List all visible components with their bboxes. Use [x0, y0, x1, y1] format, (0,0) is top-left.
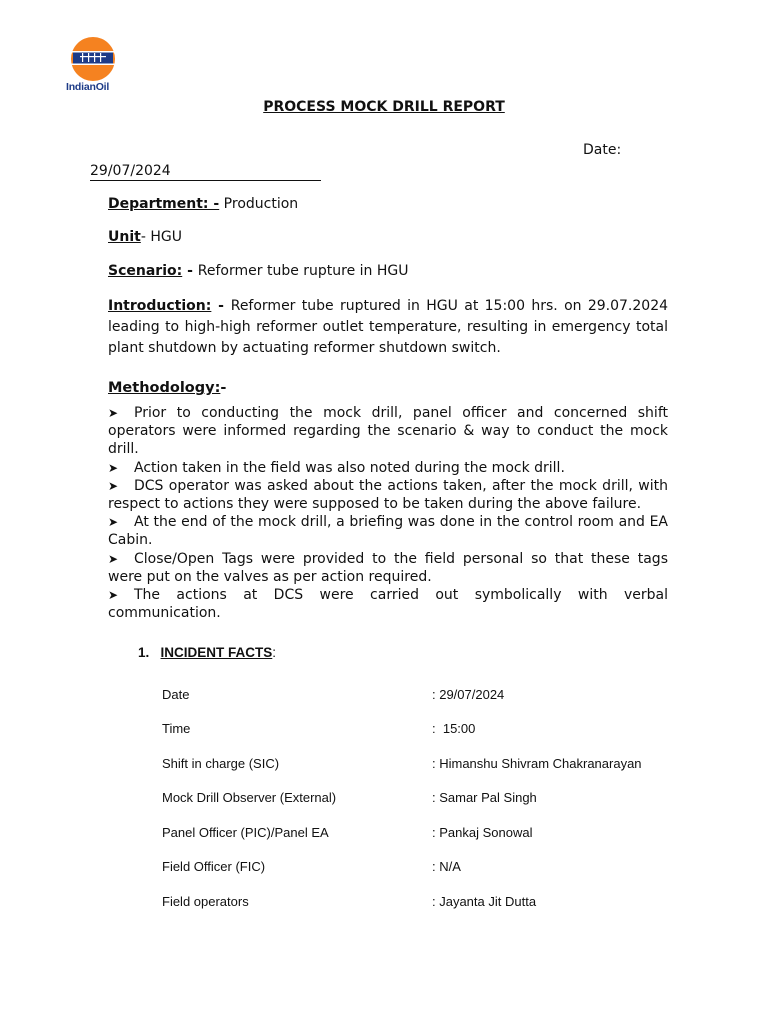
fact-value: : N/A — [432, 859, 461, 874]
fact-value: : Pankaj Sonowal — [432, 825, 533, 840]
section-colon: : — [272, 645, 277, 660]
fact-value: : 15:00 — [432, 721, 476, 736]
section-title: INCIDENT FACTS — [160, 645, 273, 660]
report-title: PROCESS MOCK DRILL REPORT — [263, 99, 505, 115]
fact-key: Time — [162, 721, 191, 736]
unit-value: - HGU — [140, 229, 182, 245]
list-item-text: The actions at DCS were carried out symbolically with verbal communication. — [108, 587, 668, 622]
introduction-dash: - — [211, 298, 231, 314]
list-item — [108, 404, 668, 459]
list-item — [108, 459, 668, 477]
methodology-heading — [108, 380, 226, 396]
date-value: 29/07/2024 — [90, 163, 321, 181]
section-number: 1. — [138, 645, 150, 660]
fact-value: : 29/07/2024 — [432, 687, 505, 702]
fact-value: : Samar Pal Singh — [432, 790, 537, 805]
date-label: Date: — [583, 142, 622, 158]
fact-key: Panel Officer (PIC)/Panel EA — [162, 825, 329, 840]
scenario-value: Reformer tube rupture in HGU — [197, 263, 409, 279]
arrow-bullet-icon: ➤ — [108, 406, 119, 420]
list-item-text: Prior to conducting the mock drill, panel officer and concerned shift operators were informed regarding the scenario & way to conduct the mock drill. — [108, 405, 668, 458]
methodology-suffix: - — [220, 380, 227, 396]
department-field — [108, 196, 298, 212]
arrow-bullet-icon: ➤ — [108, 551, 119, 566]
fact-value: : Himanshu Shivram Chakranarayan — [432, 756, 642, 771]
methodology-list — [108, 404, 668, 622]
introduction-paragraph — [108, 296, 668, 359]
list-item-text: Action taken in the field was also noted during the mock drill. — [134, 459, 565, 476]
fact-key: Mock Drill Observer (External) — [162, 790, 337, 805]
fact-key: Shift in charge (SIC) — [162, 756, 280, 771]
department-value: Production — [219, 196, 299, 212]
list-item-text: At the end of the mock drill, a briefing was done in the control room and EA Cabin. — [108, 514, 668, 549]
arrow-bullet-icon: ➤ — [108, 478, 119, 493]
introduction-label: Introduction: — [108, 298, 212, 314]
methodology-label: Methodology: — [108, 380, 221, 396]
incident-facts-heading — [138, 645, 276, 660]
fact-key: Field operators — [162, 894, 249, 909]
list-item-text: Close/Open Tags were provided to the field personal so that these tags were put on the valves as per action required. — [108, 550, 668, 585]
list-item — [108, 513, 668, 549]
list-item-text: DCS operator was asked about the actions taken, after the mock drill, with respect to actions they were supposed to be taken during the above failure. — [108, 477, 668, 513]
arrow-bullet-icon: ➤ — [108, 515, 119, 530]
logo-wordmark: IndianOil — [66, 81, 110, 93]
scenario-field — [108, 263, 409, 279]
fact-key: Date — [162, 687, 190, 702]
fact-key: Field Officer (FIC) — [162, 859, 266, 874]
introduction-text: Reformer tube ruptured in HGU at 15:00 hrs. on 29.07.2024 leading to high-high reformer outlet temperature, resulting in emergency total plant shutdown by actuating reformer shutdown switch. — [108, 298, 669, 356]
unit-label: Unit — [108, 229, 141, 245]
arrow-bullet-icon: ➤ — [108, 460, 119, 475]
department-label: Department: - — [108, 196, 220, 212]
arrow-bullet-icon: ➤ — [108, 588, 119, 603]
scenario-label: Scenario: — [108, 263, 183, 279]
list-item — [108, 477, 668, 513]
fact-value: : Jayanta Jit Dutta — [432, 894, 537, 909]
scenario-dash: - — [182, 263, 198, 279]
list-item — [108, 586, 668, 622]
indianoil-logo — [68, 36, 118, 86]
unit-field — [108, 229, 182, 245]
list-item — [108, 550, 668, 586]
